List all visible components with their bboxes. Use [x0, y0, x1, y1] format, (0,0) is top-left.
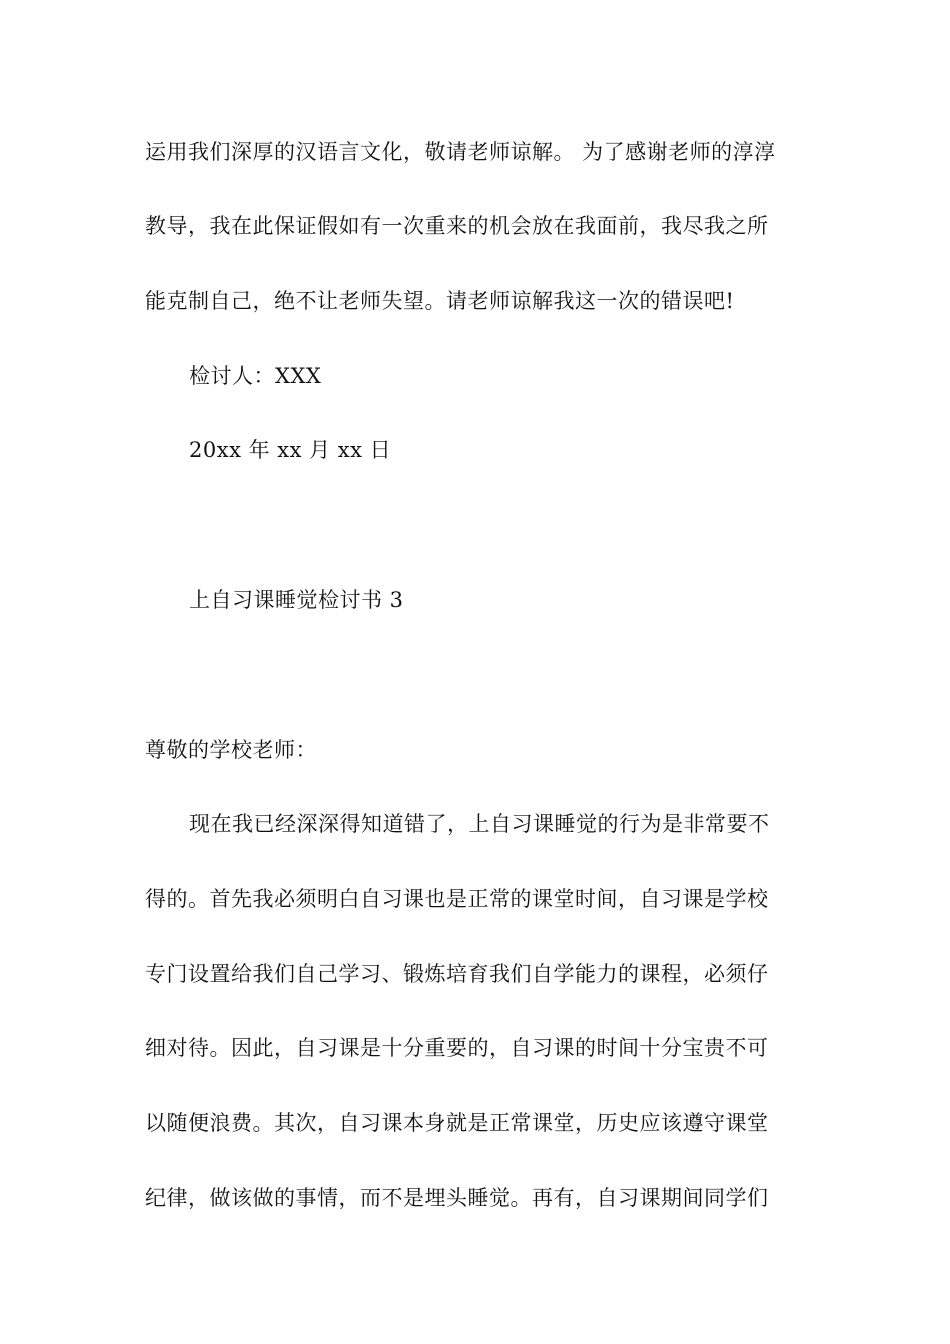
- paragraph-line: 以随便浪费。其次，自习课本身就是正常课堂，历史应该遵守课堂: [145, 1111, 769, 1135]
- paragraph-line: 得的。首先我必须明白自习课也是正常的课堂时间，自习课是学校: [145, 887, 769, 911]
- paragraph-line: 能克制自己，绝不让老师失望。请老师谅解我这一次的错误吧!: [145, 289, 735, 313]
- paragraph-line: 纪律，做该做的事情，而不是埋头睡觉。再有，自习课期间同学们: [145, 1186, 769, 1210]
- section-title: 上自习课睡觉检讨书 3: [189, 588, 404, 612]
- paragraph-line: 细对待。因此，自习课是十分重要的，自习课的时间十分宝贵不可: [145, 1036, 769, 1060]
- paragraph-line: 教导，我在此保证假如有一次重来的机会放在我面前，我尽我之所: [145, 214, 769, 238]
- signature-line: 检讨人：XXX: [189, 364, 322, 388]
- paragraph-line: 专门设置给我们自己学习、锻炼培育我们自学能力的课程，必须仔: [145, 962, 769, 986]
- paragraph-line: 运用我们深厚的汉语言文化，敬请老师谅解。 为了感谢老师的淳淳: [145, 140, 776, 164]
- salutation: 尊敬的学校老师：: [145, 738, 317, 762]
- paragraph-line: 现在我已经深深得知道错了，上自习课睡觉的行为是非常要不: [189, 812, 770, 836]
- date-line: 20xx 年 xx 月 xx 日: [189, 438, 392, 462]
